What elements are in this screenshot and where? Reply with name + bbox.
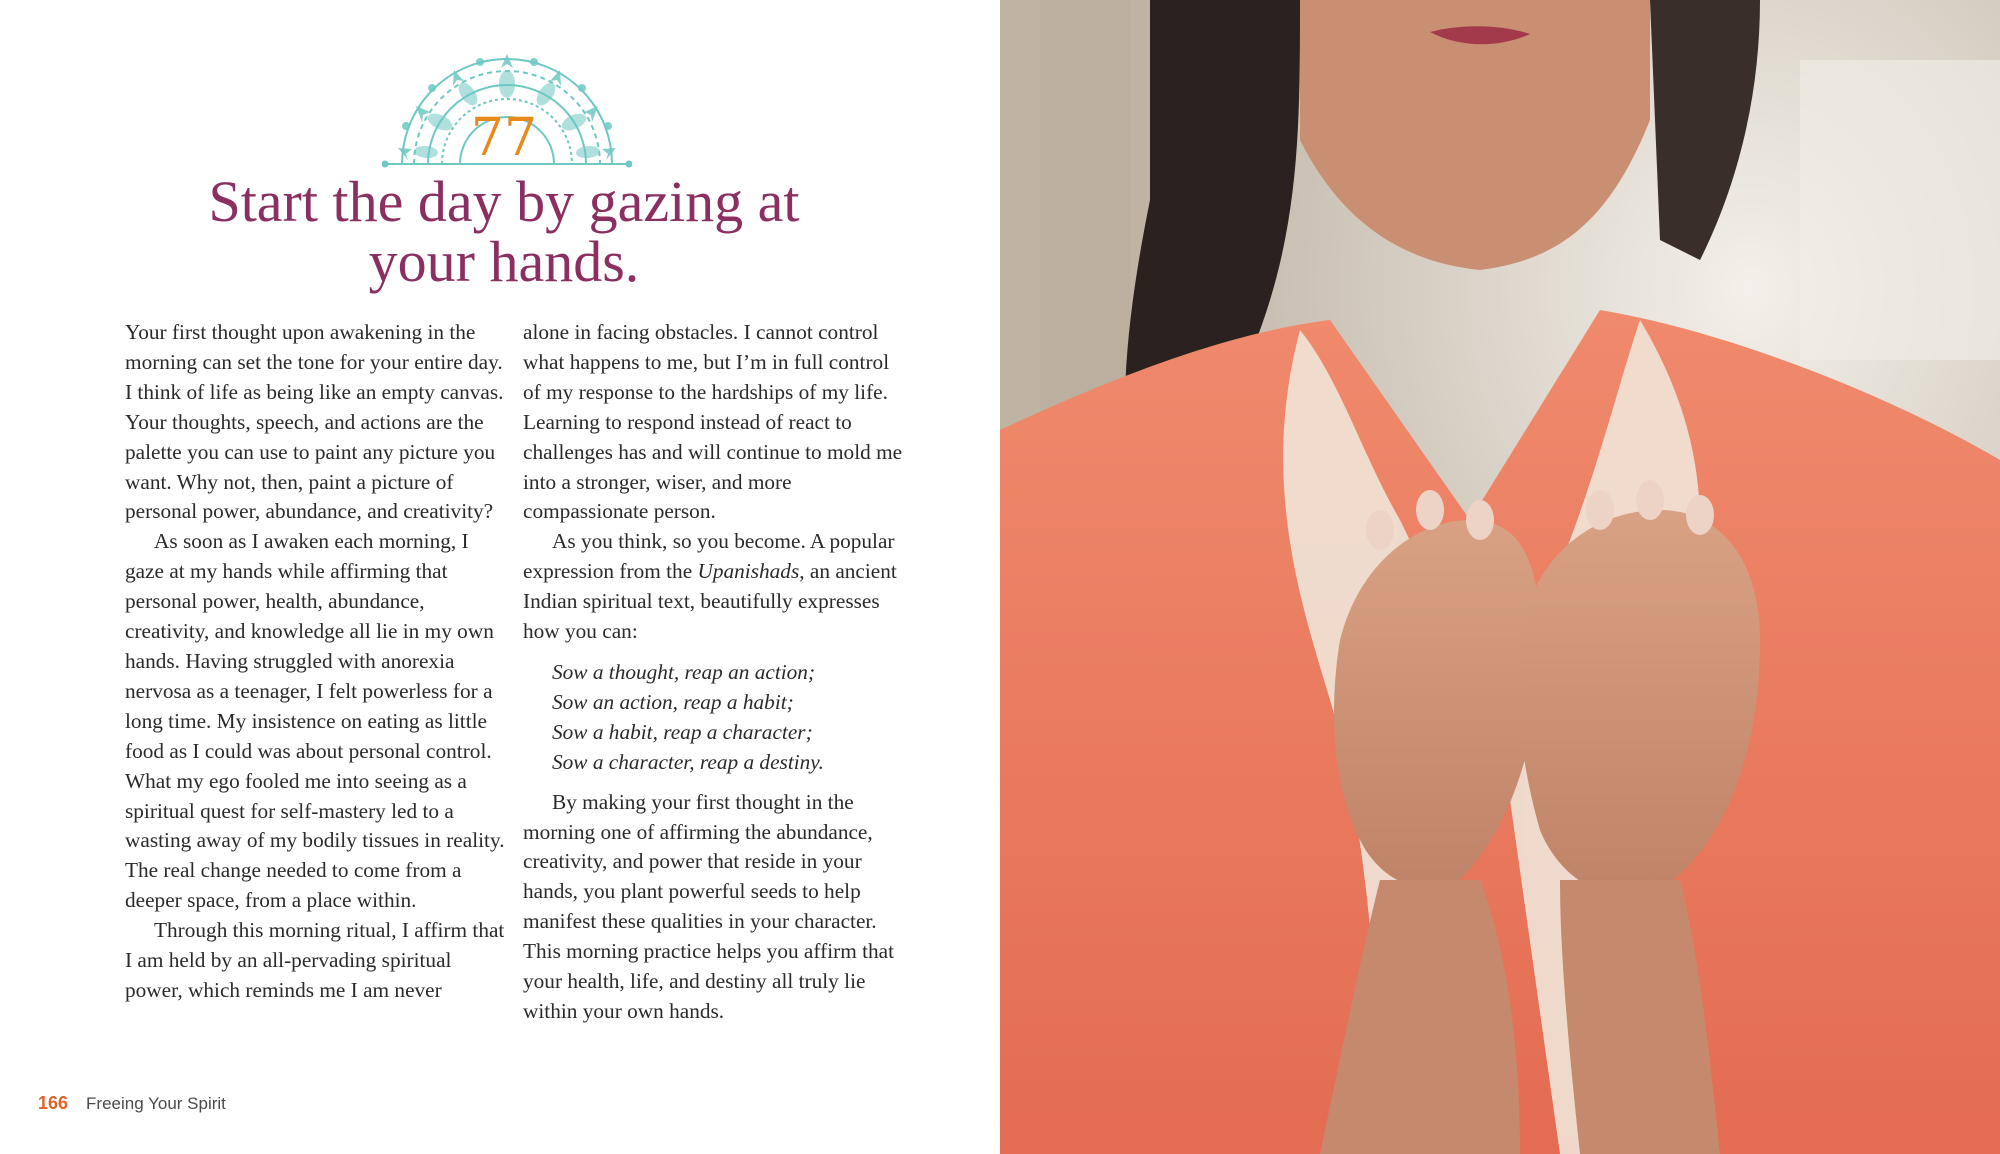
section-number: 77 [470,108,538,168]
page-title-line-1: Start the day by gazing at [208,169,800,234]
body-paragraph: As soon as I awaken each morning, I gaze at my hands while affirming that personal power, health, abundance, creativity, and knowledge all lie in my own hands. Having struggled with anorexia nervosa as a teenager, I felt powerless for a long time. My insistence on eating as little food as I could was about personal control. What my ego fooled me into seeing as a spiritual quest for self-mastery led to a wasting away of my bodily tissues in reality. The real change needed to come from a deeper space, from a place within. [125,529,505,913]
verse-line: Sow a thought, reap an action; [552,659,816,684]
body-text-run: , an ancient Indian spiritual text, beautifully expresses how you can: [523,559,897,644]
body-column-left [125,318,505,1006]
body-paragraph: Through this morning ritual, I affirm that I am held by an all-pervading spiritual power, which reminds me I am never [125,918,505,1002]
book-title-emphasis: Upanishads [697,559,800,584]
page-title [120,169,888,294]
page-number: 166 [38,1093,69,1113]
body-paragraph [523,527,903,647]
verse-block [552,658,903,778]
section-label: Freeing Your Spirit [86,1094,226,1113]
body-paragraph: Your first thought upon awakening in the morning can set the tone for your entire day. I think of life as being like an empty canvas. Your thoughts, speech, and actions are the palette you can use to paint any picture you want. Why not, then, paint a picture of personal power, abundance, and creativity? [125,320,504,524]
right-page [1000,0,2000,1154]
page-footer [38,1093,226,1114]
page-title-line-2: your hands. [368,229,640,294]
woman-cupped-hands-photo-icon [1000,0,2000,1154]
verse-line: Sow a habit, reap a character; [552,719,813,744]
verse-line: Sow an action, reap a habit; [552,689,794,714]
body-paragraph: By making your first thought in the morning one of affirming the abundance, creativity, and power that reside in your hands, you plant powerful seeds to help manifest these qualities in your character. This morning practice helps you affirm that your health, life, and destiny all truly lie within your own hands. [523,789,895,1023]
body-column-right [523,318,903,1027]
body-paragraph: alone in facing obstacles. I cannot control what happens to me, but I’m in full control of my response to the hardships of my life. Learning to respond instead of react to challenges has and will continue to mold me into a stronger, wiser, and more compassionate person. [523,320,903,524]
body-text-run: As you think, so you become. A popular expression from the [523,529,895,584]
verse-line: Sow a character, reap a destiny. [552,749,824,774]
